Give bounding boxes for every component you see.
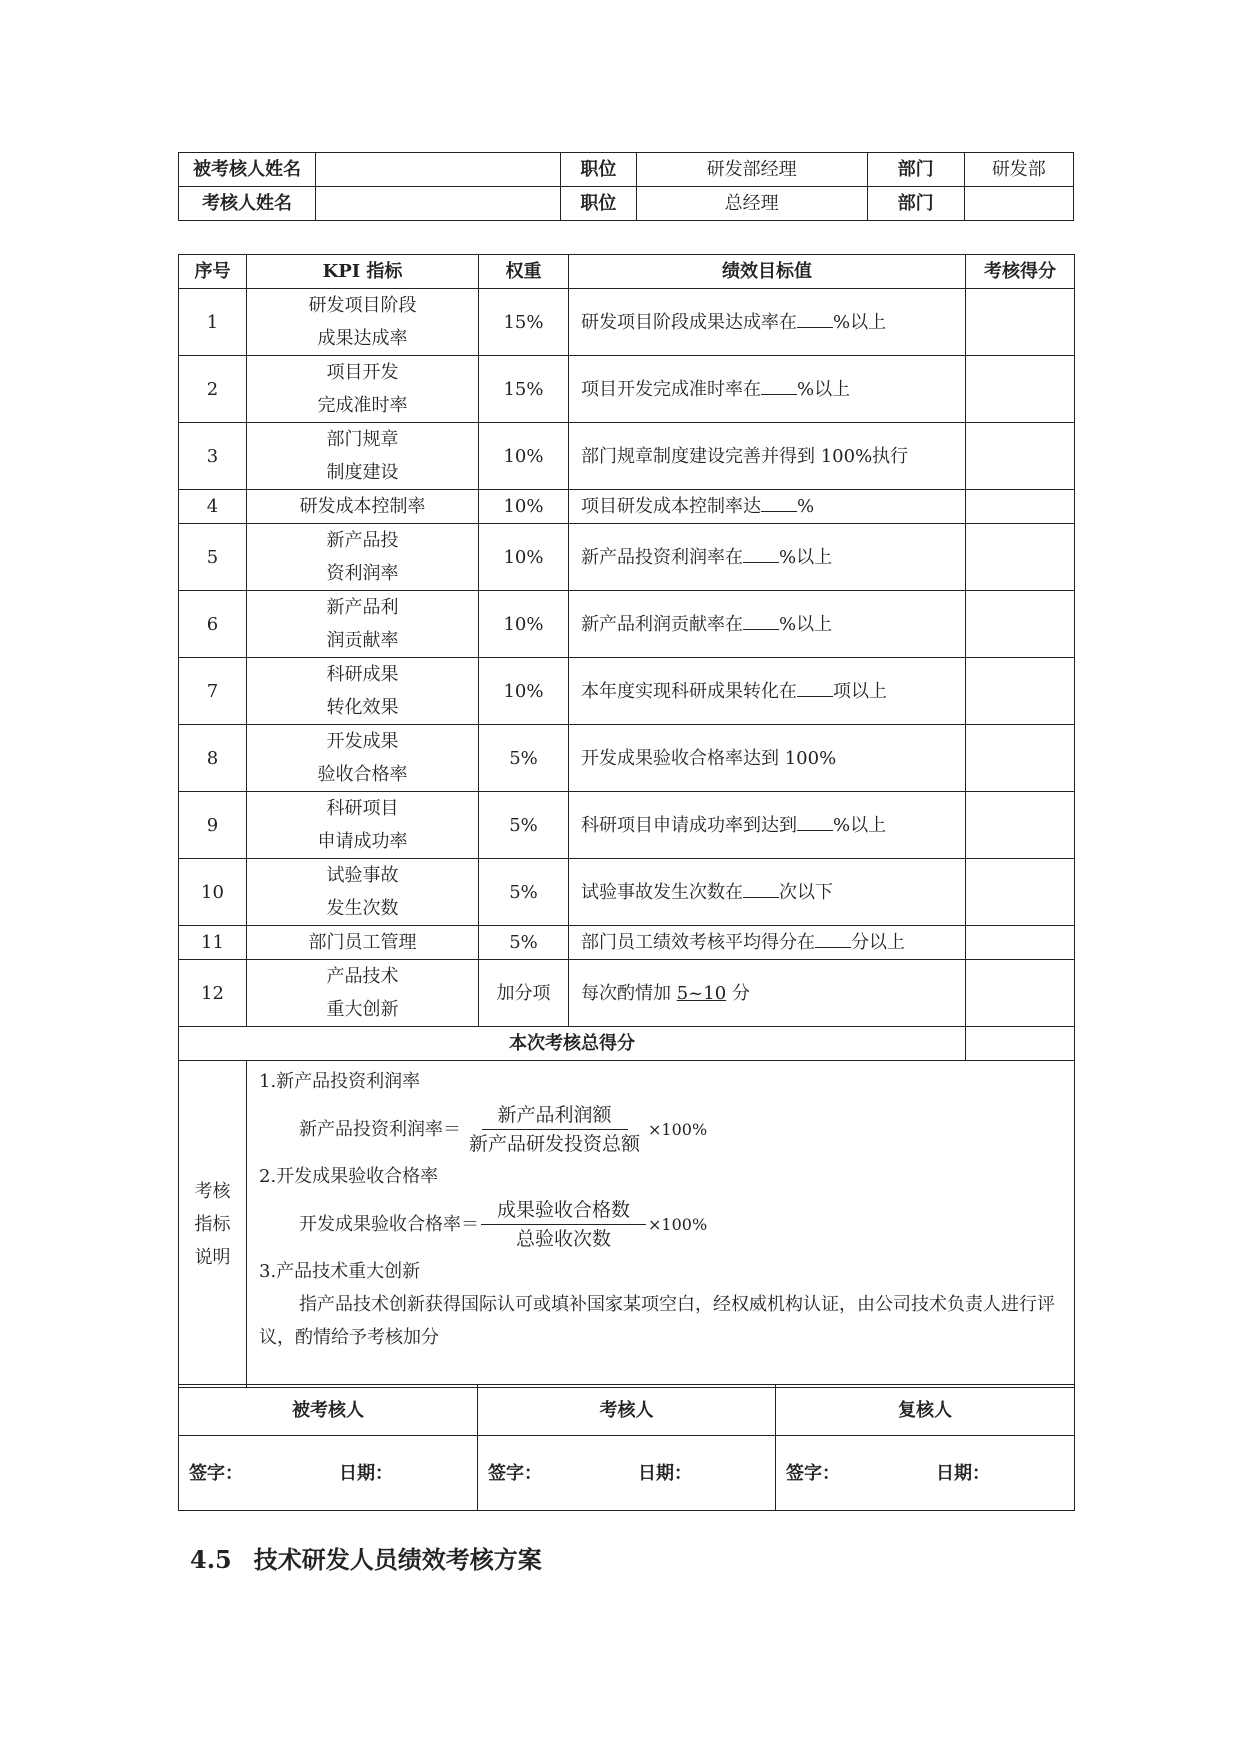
kpi-score[interactable] [966, 490, 1075, 524]
kpi-name-cell [247, 289, 479, 356]
target-suffix: %以上 [779, 546, 833, 568]
formula1-lhs: 新产品投资利润率＝ [299, 1118, 461, 1140]
kpi-no: 11 [179, 926, 247, 960]
kpi-score[interactable] [966, 792, 1075, 859]
target-blank[interactable] [743, 609, 779, 630]
kpi-name-line: 成果达成率 [317, 328, 408, 349]
kpi-row [179, 490, 1075, 524]
kpi-weight: 10% [479, 524, 569, 591]
side-label-line: 指标 [194, 1213, 231, 1235]
target-blank[interactable] [761, 374, 797, 395]
target-text: 本年度实现科研成果转化在 [581, 680, 797, 702]
target-suffix: %以上 [833, 814, 887, 836]
assessee-name-value [315, 153, 560, 187]
kpi-name-line: 资利润率 [326, 563, 399, 584]
kpi-name-cell [247, 591, 479, 658]
target-blank[interactable] [797, 307, 833, 328]
kpi-name-cell [247, 423, 479, 490]
target-text: 项目开发完成准时率在 [581, 378, 761, 400]
target-text: 新产品利润贡献率在 [581, 613, 743, 635]
kpi-weight: 10% [479, 490, 569, 524]
kpi-name-line: 验收合格率 [317, 764, 408, 785]
formula-acceptance-rate [259, 1193, 1064, 1255]
assessee-row [179, 153, 1074, 187]
kpi-name-line: 转化效果 [326, 697, 399, 718]
kpi-score[interactable] [966, 658, 1075, 725]
target-suffix: 次以下 [779, 881, 833, 903]
kpi-no: 9 [179, 792, 247, 859]
kpi-weight: 15% [479, 356, 569, 423]
kpi-score[interactable] [966, 423, 1075, 490]
side-label-line: 说明 [194, 1246, 231, 1268]
kpi-name-line: 新产品利 [326, 597, 399, 618]
kpi-weight: 10% [479, 423, 569, 490]
explanation-side-label [179, 1061, 247, 1388]
total-score-row [179, 1027, 1075, 1061]
kpi-name-line: 研发项目阶段 [308, 295, 417, 316]
kpi-target [569, 725, 966, 792]
target-suffix: %以上 [833, 311, 887, 333]
kpi-row [179, 356, 1075, 423]
target-text: 研发项目阶段成果达成率在 [581, 311, 797, 333]
target-text: 部门员工绩效考核平均得分在 [581, 932, 815, 953]
kpi-target [569, 524, 966, 591]
assessor-name-value [315, 187, 560, 221]
section-number: 4.5 [190, 1545, 232, 1574]
kpi-no: 7 [179, 658, 247, 725]
signature-role-row [179, 1385, 1075, 1436]
kpi-weight: 5% [479, 859, 569, 926]
kpi-row [179, 591, 1075, 658]
sign-label: 签字： [189, 1462, 243, 1484]
kpi-table [178, 254, 1075, 1388]
target-blank[interactable] [743, 877, 779, 898]
kpi-weight: 5% [479, 926, 569, 960]
section-title: 技术研发人员绩效考核方案 [253, 1545, 542, 1574]
formula1-multiplier: ×100% [648, 1119, 708, 1139]
kpi-name-cell [247, 926, 479, 960]
kpi-weight: 5% [479, 792, 569, 859]
explanation-row [179, 1061, 1075, 1388]
kpi-name-line: 部门员工管理 [308, 932, 417, 953]
kpi-header-row [179, 255, 1075, 289]
assessee-info-table [178, 152, 1074, 221]
kpi-weight: 10% [479, 658, 569, 725]
kpi-weight: 10% [479, 591, 569, 658]
kpi-name-line: 产品技术 [326, 966, 399, 987]
target-suffix: 项以上 [833, 680, 887, 702]
target-suffix: % [797, 496, 815, 517]
kpi-target [569, 591, 966, 658]
section-heading [190, 1540, 542, 1575]
target-blank[interactable] [797, 810, 833, 831]
kpi-name-line: 申请成功率 [317, 831, 408, 852]
formula2-fraction [481, 1196, 646, 1253]
target-text: 试验事故发生次数在 [581, 881, 743, 903]
header-no: 序号 [179, 255, 247, 289]
date-label: 日期： [339, 1462, 393, 1484]
total-score-label: 本次考核总得分 [179, 1027, 966, 1061]
department-value [964, 187, 1073, 221]
target-suffix: 分以上 [851, 932, 905, 953]
total-score-value [966, 1027, 1075, 1061]
kpi-row [179, 423, 1075, 490]
side-label-line: 考核 [194, 1180, 231, 1202]
kpi-score[interactable] [966, 725, 1075, 792]
target-blank[interactable] [761, 491, 797, 512]
kpi-target [569, 423, 966, 490]
kpi-score[interactable] [966, 524, 1075, 591]
kpi-target [569, 490, 966, 524]
kpi-name-line: 部门规章 [326, 429, 399, 450]
assessee-name-label: 被考核人姓名 [179, 153, 316, 187]
kpi-target [569, 859, 966, 926]
kpi-row [179, 960, 1075, 1027]
header-score: 考核得分 [966, 255, 1075, 289]
target-suffix: %以上 [779, 613, 833, 635]
kpi-target [569, 356, 966, 423]
header-kpi: KPI 指标 [247, 255, 479, 289]
kpi-row [179, 289, 1075, 356]
kpi-no: 1 [179, 289, 247, 356]
role-reviewer: 复核人 [776, 1385, 1075, 1436]
kpi-name-cell [247, 490, 479, 524]
department-label: 部门 [867, 187, 964, 221]
assessee-signature-cell[interactable] [179, 1436, 478, 1511]
department-label: 部门 [867, 153, 964, 187]
kpi-score[interactable] [966, 591, 1075, 658]
target-text: 开发成果验收合格率达到 100% [581, 747, 837, 769]
kpi-score[interactable] [966, 859, 1075, 926]
target-text: 新产品投资利润率在 [581, 546, 743, 568]
formula2-lhs: 开发成果验收合格率＝ [299, 1213, 479, 1235]
formula-profit-rate [259, 1098, 1064, 1160]
formula2-numerator: 成果验收合格数 [481, 1196, 646, 1225]
target-suffix: 分 [731, 982, 750, 1004]
formula2-multiplier: ×100% [648, 1214, 708, 1234]
kpi-row [179, 524, 1075, 591]
kpi-name-line: 发生次数 [326, 898, 399, 919]
formula1-numerator: 新产品利润额 [482, 1101, 628, 1130]
kpi-target [569, 792, 966, 859]
kpi-score[interactable] [966, 926, 1075, 960]
kpi-name-cell [247, 725, 479, 792]
kpi-no: 10 [179, 859, 247, 926]
item2-title: 2.开发成果验收合格率 [259, 1166, 439, 1187]
formula1-denominator: 新产品研发投资总额 [469, 1132, 641, 1155]
assessor-name-label: 考核人姓名 [179, 187, 316, 221]
target-blank[interactable] [815, 927, 851, 948]
kpi-name-line: 润贡献率 [326, 630, 399, 651]
target-suffix: %以上 [797, 378, 851, 400]
kpi-no: 6 [179, 591, 247, 658]
kpi-row [179, 725, 1075, 792]
kpi-row [179, 859, 1075, 926]
kpi-name-line: 项目开发 [326, 362, 399, 383]
role-assessee: 被考核人 [179, 1385, 478, 1436]
header-weight: 权重 [479, 255, 569, 289]
assessor-row [179, 187, 1074, 221]
kpi-name-line: 新产品投 [326, 530, 399, 551]
target-blank[interactable] [743, 542, 779, 563]
sign-label: 签字： [786, 1462, 840, 1484]
kpi-weight: 加分项 [479, 960, 569, 1027]
target-text: 项目研发成本控制率达 [581, 496, 761, 517]
kpi-no: 2 [179, 356, 247, 423]
explanation-content [247, 1061, 1075, 1388]
signature-field-row [179, 1436, 1075, 1511]
kpi-weight: 5% [479, 725, 569, 792]
kpi-no: 8 [179, 725, 247, 792]
position-value: 总经理 [636, 187, 867, 221]
assessor-signature-cell[interactable] [478, 1436, 776, 1511]
kpi-no: 5 [179, 524, 247, 591]
sign-label: 签字： [488, 1462, 542, 1484]
position-label: 职位 [561, 187, 637, 221]
kpi-name-line: 科研成果 [326, 664, 399, 685]
kpi-row [179, 658, 1075, 725]
formula1-fraction [463, 1101, 646, 1158]
kpi-no: 3 [179, 423, 247, 490]
kpi-name-line: 制度建设 [326, 462, 399, 483]
department-value: 研发部 [964, 153, 1073, 187]
kpi-name-line: 试验事故 [326, 865, 399, 886]
target-text: 科研项目申请成功率到达到 [581, 814, 797, 836]
reviewer-signature-cell[interactable] [776, 1436, 1075, 1511]
kpi-score[interactable] [966, 356, 1075, 423]
kpi-name-cell [247, 524, 479, 591]
target-text: 每次酌情加 [581, 982, 671, 1004]
role-assessor: 考核人 [478, 1385, 776, 1436]
kpi-score[interactable] [966, 289, 1075, 356]
kpi-target [569, 926, 966, 960]
kpi-name-line: 研发成本控制率 [299, 496, 426, 517]
formula2-denominator: 总验收次数 [516, 1227, 612, 1250]
kpi-name-line: 科研项目 [326, 798, 399, 819]
signature-table [178, 1384, 1075, 1511]
kpi-no: 12 [179, 960, 247, 1027]
item3-title: 3.产品技术重大创新 [259, 1261, 421, 1282]
kpi-name-line: 重大创新 [326, 999, 399, 1020]
kpi-weight: 15% [479, 289, 569, 356]
position-label: 职位 [561, 153, 637, 187]
kpi-target [569, 960, 966, 1027]
kpi-target [569, 658, 966, 725]
item3-description: 指产品技术创新获得国际认可或填补国家某项空白，经权威机构认证，由公司技术负责人进行评议，酌情给予考核加分 [259, 1294, 1055, 1348]
target-underlined-value: 5~10 [676, 982, 727, 1004]
kpi-name-cell [247, 960, 479, 1027]
kpi-name-cell [247, 356, 479, 423]
kpi-name-cell [247, 658, 479, 725]
kpi-row [179, 792, 1075, 859]
date-label: 日期： [638, 1462, 692, 1484]
kpi-row [179, 926, 1075, 960]
kpi-name-line: 开发成果 [326, 731, 399, 752]
kpi-name-cell [247, 792, 479, 859]
item1-title: 1.新产品投资利润率 [259, 1071, 421, 1092]
target-blank[interactable] [797, 676, 833, 697]
position-value: 研发部经理 [636, 153, 867, 187]
kpi-score[interactable] [966, 960, 1075, 1027]
kpi-no: 4 [179, 490, 247, 524]
target-text: 部门规章制度建设完善并得到 100%执行 [581, 445, 909, 467]
kpi-target [569, 289, 966, 356]
date-label: 日期： [936, 1462, 990, 1484]
kpi-name-line: 完成准时率 [317, 395, 408, 416]
kpi-name-cell [247, 859, 479, 926]
header-target: 绩效目标值 [569, 255, 966, 289]
